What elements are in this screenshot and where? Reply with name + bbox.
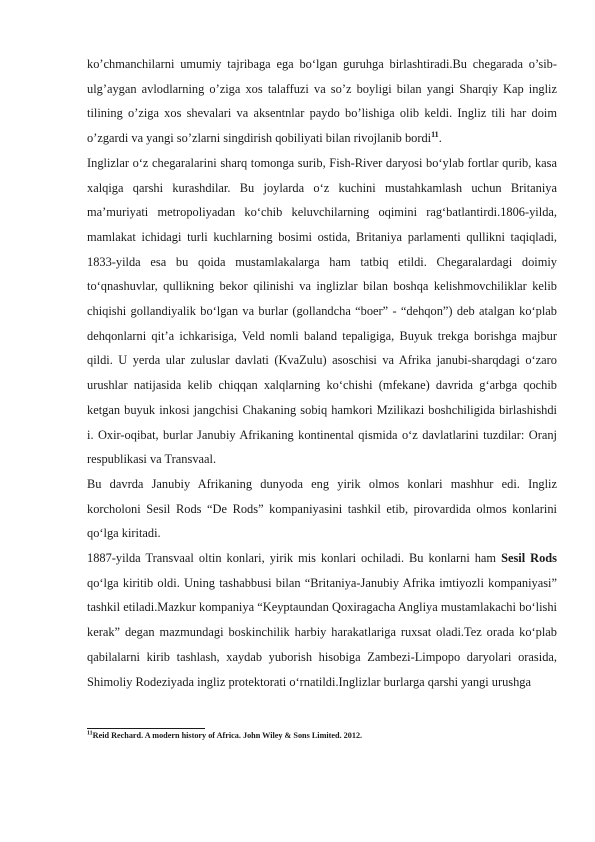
paragraph-1-text: ko’chmanchilarni umumiy tajribaga ega bo‘lgan guruhga birlashtiradi.Bu chegarada o’sib-ulg’aygan avlodlarning o’ziga xos talaffuzi va so’z boyligi bilan yangi Sharqiy Kap ingliz tilining o’ziga xos shevalari va aksentnlar paydo bo’lishiga olib keldi. Ingliz tili har doim o’zgardi va yangi so’zlarni singdirish qobiliyati bilan rivojlanib bordi: [87, 57, 557, 146]
paragraph-3: Bu davrda Janubiy Afrikaning dunyoda eng yirik olmos konlari mashhur edi. Ingliz korcholoni Sesil Rods “De Rods” kompaniyasini tashkil etib, pirovardida olmos konlarini qo‘lga kiritadi.: [87, 476, 557, 541]
footnote-number: 11: [87, 730, 93, 737]
footnote-divider: [87, 728, 205, 729]
paragraph-4-bold-name: Sesil Rods: [501, 551, 557, 566]
paragraph-4: [87, 546, 557, 694]
paragraph-2: Inglizlar o‘z chegaralarini sharq tomonga surib, Fish-River daryosi bo‘ylab fortlar qurib, kasa xalqiga qarshi kurashdilar. Bu joylarda o‘z kuchini mustahkamlash uchun Britaniya ma’muriyati metropoliyadan ko‘chib keluvchilarning oqimini rag‘batlantirdi.1806-yilda, mamlakat ichidagi turli kuchlarning bosimi ostida, Britaniya parlamenti qullikni taqiqladi, 1833-yilda esa bu qoida mustamlakalarga ham tatbiq etildi. Chegaralardagi doimiy to‘qnashuvlar, qullikning bekor qilinishi va inglizlar bilan boshqa kelishmovchiliklar kelib chiqishi gollandiyalik bo‘lgan va burlar (gollandcha “boer” - “dehqon”) deb atalgan ko‘plab dehqonlarni qit’a ichkarisiga, Veld nomli baland tepaligiga, Buyuk trekga borishga majbur qildi. U yerda ular zuluslar davlati (KvaZulu) asoschisi va Afrika janubi-sharqdagi o‘zaro urushlar natijasida kelib chiqqan xalqlarning ko‘chishi (mfekane) davrida g‘arbga qochib ketgan buyuk inkosi jangchisi Chakaning sobiq hamkori Mzilikazi boshchiligida birlashishdi i. Oxir-oqibat, burlar Janubiy Afrikaning kontinental qismida o‘z davlatlarini tuzdilar: Oranj respublikasi va Transvaal.: [87, 155, 557, 467]
paragraph-4-text-b: qo‘lga kiritib oldi. Uning tashabbusi bilan “Britaniya-Janubiy Afrika imtiyozli kompaniyasi” tashkil etiladi.Mazkur kompaniya “Keyptaundan Qoxiragacha Angliya mustamlakachi bo‘lishi kerak” degan mazmundagi boskinchilik harbiy harakatlariga ruxsat oladi.Tez orada ko‘plab qabilalarni kirib tashlash, xaydab yuborish hisobiga Zambezi-Limpopo daryolari orasida, Shimoliy Rodeziyada ingliz protektorati o‘rnatildi.Inglizlar burlarga qarshi yangi urushga: [87, 575, 557, 689]
footnote-text: Reid Rechard. A modern history of Africa. John Wiley & Sons Limited. 2012.: [92, 731, 363, 740]
document-body: [87, 52, 557, 694]
footnote: [87, 730, 557, 742]
paragraph-1-end: .: [438, 131, 442, 146]
paragraph-4-text-a: 1887-yilda Transvaal oltin konlari, yirik mis konlari ochiladi. Bu konlarni ham: [87, 551, 502, 566]
footnote-reference[interactable]: 11: [431, 129, 439, 139]
paragraph-1: [87, 52, 557, 151]
